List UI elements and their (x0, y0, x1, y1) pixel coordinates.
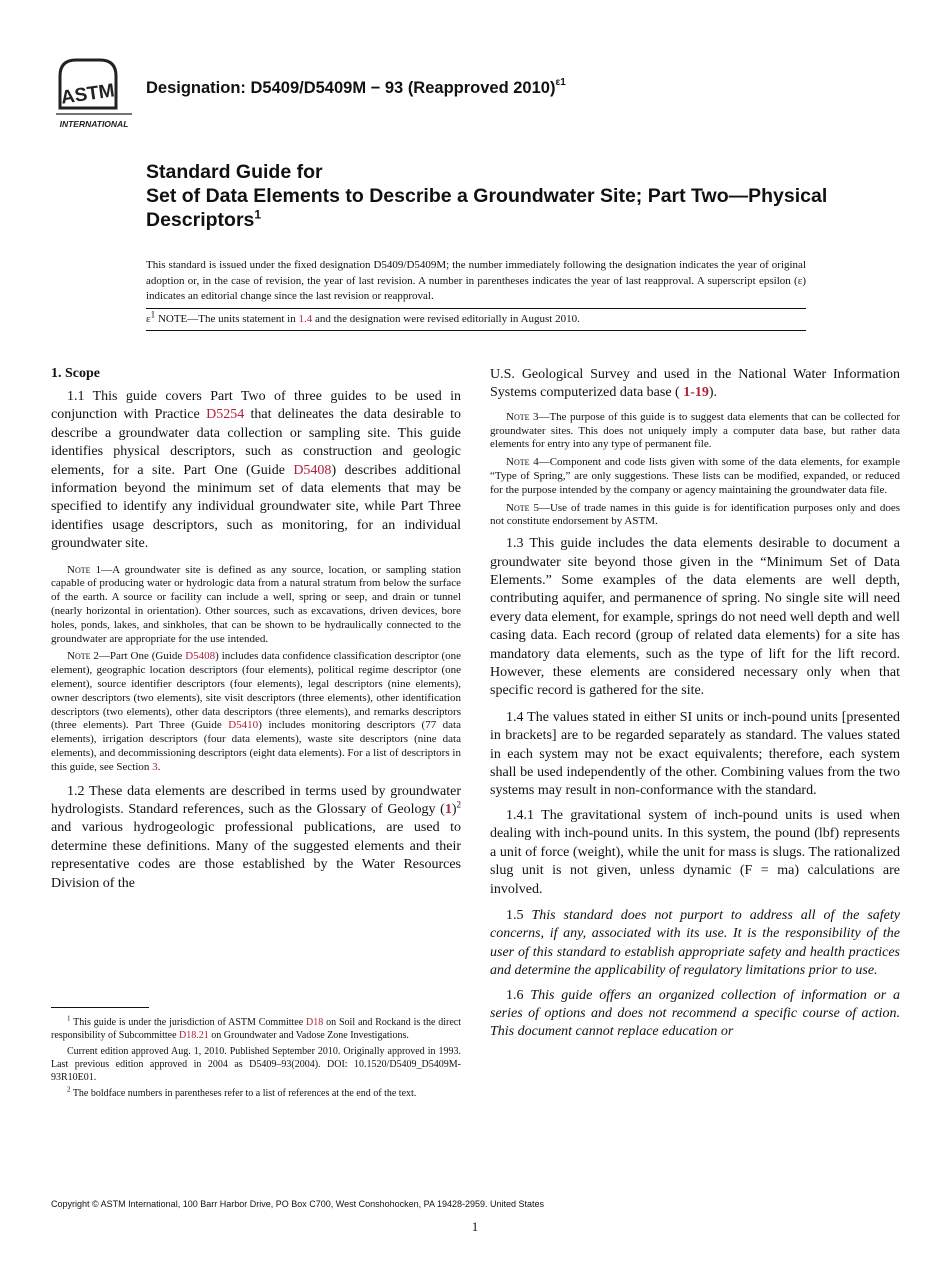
p1-2-footnote-mark: 2 (456, 799, 461, 810)
copyright: Copyright © ASTM International, 100 Barr Harbor Drive, PO Box C700, West Conshohocken, PA 19428-2959. United States (51, 1199, 545, 1209)
footnote-divider (51, 1007, 149, 1008)
p1-2-text-a: 1.2 These data elements are described in terms used by groundwater hydrologists. Standard references, such as the Glossary of Geology ( (51, 783, 461, 818)
paragraph-1-3: 1.3 This guide includes the data elements desirable to document a groundwater site beyond those given in the “Minimum Set of Data Elements.” Some examples of the data elements are well depth, contributing aquifer, and permanence of spring. No single site will need every data element, for example, springs do not need well depth and well casing data. Each record (group of related data elements) for a site has mandatory data elements, such as the type of lift for the lift record. However, these elements are considered necessary only when that specific record is gathered for the site. (490, 536, 900, 699)
note-3-text: 3—The purpose of this guide is to suggest data elements that can be collected for groundwater sites. This does not uniquely imply a computer data base, but rather data elements for entry into any type of permanent file. (490, 410, 900, 451)
title-main: Set of Data Elements to Describe a Groundwater Site; Part Two—Physical Descriptors (146, 185, 828, 231)
link-d5408[interactable]: D5408 (293, 462, 332, 478)
note-2-text-c: ) includes monitoring descriptors (77 data elements), irrigation descriptors (four data elements), waste site descriptors (nine data elements), and decommissioning descriptors (eight data elements). For a list of descriptors in this guide, see Section (51, 719, 461, 773)
note-2 (51, 650, 461, 774)
note-3-label: Note (506, 410, 530, 423)
link-d18-21[interactable]: D18.21 (179, 1030, 209, 1041)
astm-logo (52, 56, 136, 132)
link-d18[interactable]: D18 (306, 1017, 324, 1028)
continued-text-spacer (490, 366, 900, 403)
section-heading-scope: 1. Scope (51, 366, 100, 381)
footnote-1-text-b: on Soil and Rockand is the direct responsibility of Subcommittee (51, 1017, 461, 1041)
p1-6-num: 1.6 (506, 987, 531, 1003)
right-column (490, 366, 900, 1048)
paragraph-1-5 (490, 907, 900, 981)
epsilon-mark-sup: 1 (150, 309, 156, 320)
p1-5-num: 1.5 (506, 907, 532, 923)
footnote-1 (51, 1016, 461, 1042)
link-section-3[interactable]: 3 (152, 760, 158, 773)
p1-2-text-d: ). (708, 385, 718, 401)
note-1-label: Note (67, 563, 91, 576)
designation-text: Designation: D5409/D5409M − 93 (Reapproved 2010) (146, 79, 556, 97)
issuance-statement: This standard is issued under the fixed designation D5409/D5409M; the number immediately following the designation indicates the year of original adoption or, in the case of revision, the year of last revision. A number in parentheses indicates the year of last reapproval. A superscript epsilon (ε) indicates an editorial change since the last revision or reapproval. (146, 259, 806, 303)
footnote-2 (51, 1087, 461, 1100)
footnote-1-text-a: This guide is under the jurisdiction of ASTM Committee (70, 1017, 307, 1028)
footnote-2-mark: 2 (67, 1085, 71, 1094)
page-title (146, 160, 866, 232)
note-1 (51, 564, 461, 647)
note-2-text-d: . (157, 760, 161, 773)
p1-6-text: This guide offers an organized collection of information or a series of options and does not recommend a specific course of action. This document cannot replace education or (490, 987, 900, 1040)
note-3 (490, 411, 900, 452)
note-1-text: 1—A groundwater site is defined as any source, location, or sampling station capable of producing water or hydrologic data from a natural stratum from below the surface of the earth. A source or facility can include a well, spring or seep, and drain or tunnel (nearly horizontal in orientation). Other sources, such as excavations, driven devices, bore holes, ponds, lakes, and sinkholes, that can be shown to be hydraulically connected to the groundwater are appropriate for the use intended. (51, 563, 461, 645)
divider-top (146, 308, 806, 309)
epsilon-note-before: NOTE—The units statement in (155, 313, 299, 325)
title-line-1: Standard Guide for (146, 161, 323, 183)
link-d5410[interactable]: D5410 (228, 719, 259, 732)
paragraph-1-4-1: 1.4.1 The gravitational system of inch-pound units is used when dealing with inch-pound units. In this system, the pound (lbf) represents a unit of force (weight), while the unit for mass is slugs. The rationalized slug unit is not given, unless dynamic (F = ma) calculations are involved. (490, 807, 900, 897)
divider-bottom (146, 330, 806, 331)
footnote-1-edition: Current edition approved Aug. 1, 2010. Published September 2010. Originally approved in 1993. Last previous edition approved in 2004 as D5409–93(2004). DOI: 10.1520/D5409_D5409M-93R10E01. (51, 1046, 461, 1083)
epsilon-mark: ε (146, 313, 151, 325)
footnote-1-mark: 1 (67, 1014, 71, 1023)
title-line-2 (146, 184, 866, 232)
note-5-text: 5—Use of trade names in this guide is for identification purposes only and does not constitute endorsement by ASTM. (490, 501, 900, 528)
note-2-label: Note (67, 650, 91, 663)
logo-subtext: INTERNATIONAL (59, 119, 129, 129)
p1-1-text-b: that delineates the data desirable to describe a groundwater data collection or sampling site. This guide identifies physical descriptors, such as construction and geologic elements, for a site. Part One (Guide (51, 407, 462, 478)
p1-1-text-c: ) describes additional information beyond the minimum set of data elements that may be specified to identify any individual groundwater site, while Part Three identifies usage descriptors, such as monitoring, for an individual groundwater site. (51, 462, 461, 552)
paragraph-1-2-continued (490, 366, 900, 403)
p1-2-text-b: ) (451, 802, 457, 818)
ref-1-19[interactable]: 1-19 (683, 385, 709, 401)
paragraph-1-4: 1.4 The values stated in either SI units or inch-pound units [presented in brackets] are to be regarded separately as standard. The values stated in each system may not be exact equivalents; therefore, each system shall be used independently of the other. Combining values from the two systems may result in non-conformance with the standard. (490, 709, 900, 799)
epsilon-note-after: and the designation were revised editorially in August 2010. (312, 313, 580, 325)
p1-2-text-c: and various hydrogeologic professional publications, are used to determine these definitions. Many of the suggested elements and their representative codes are those established by the Water Resources Division of the (51, 820, 461, 891)
paragraph-1-2 (51, 783, 461, 893)
designation (146, 76, 566, 98)
link-1-4[interactable]: 1.4 (298, 313, 313, 325)
note-5-label: Note (506, 501, 530, 514)
p1-1-text-a: 1.1 This guide covers Part Two of three guides to be used in conjunction with Practice (51, 389, 461, 423)
paragraph-1-6 (490, 987, 900, 1042)
footnotes (51, 1016, 461, 1103)
p1-2-text-c-continued: U.S. Geological Survey and used in the National Water Information Systems computerized data base ( (490, 367, 900, 401)
note-2-text-b: ) includes data confidence classification descriptor (one element), geographic location descriptors (four elements), political regime descriptor (one element), source identifier descriptors (four elements), legal descriptors (nine elements), owner descriptors (two elements), site visit descriptors (three elements), other identification descriptors (two elements), other data descriptors (three elements), and remarks descriptors (three elements). Part Three (Guide (51, 650, 461, 732)
note-4 (490, 456, 900, 497)
paragraph-1-1 (51, 388, 461, 554)
designation-sup: ε1 (555, 76, 566, 88)
link-note2-d5408[interactable]: D5408 (185, 650, 216, 663)
note-4-label: Note (506, 456, 530, 469)
note-4-text: 4—Component and code lists given with some of the data elements, for example “Type of Spring,” are only suggestions. These lists can be modified, expanded, or reduced for the purpose intended by the company or agency maintaining the groundwater data file. (490, 456, 900, 496)
footnote-2-text: The boldface numbers in parentheses refer to a list of references at the end of the text. (70, 1088, 417, 1099)
page-number: 1 (471, 1219, 479, 1234)
title-footnote-mark: 1 (254, 207, 262, 222)
note-5 (490, 502, 900, 530)
epsilon-note (146, 309, 580, 325)
ref-1[interactable]: 1 (444, 802, 452, 818)
p1-5-text: This standard does not purport to address all of the safety concerns, if any, associated with its use. It is the responsibility of the user of this standard to establish appropriate safety and health practices and determine the applicability of regulatory limitations prior to use. (490, 907, 900, 979)
left-column (51, 366, 461, 899)
link-d5254[interactable]: D5254 (206, 407, 245, 423)
note-2-text-a: 2—Part One (Guide (90, 650, 186, 663)
logo-text: ASTM (59, 80, 116, 109)
astm-logo-graphic (52, 56, 136, 132)
footnote-1-text-c: on Groundwater and Vadose Zone Investigations. (208, 1030, 409, 1041)
